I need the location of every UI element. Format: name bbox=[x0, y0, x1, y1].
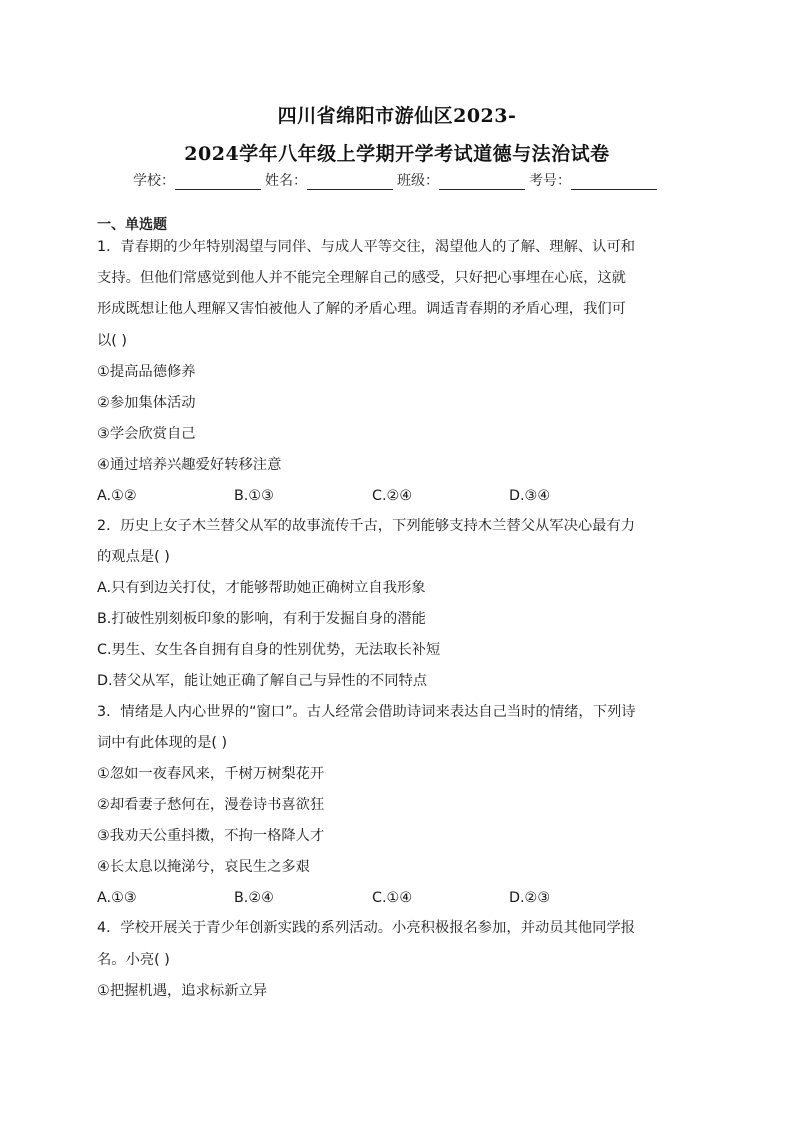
page-title-line-1: 四川省绵阳市游仙区2023- bbox=[277, 105, 517, 127]
name-blank bbox=[307, 175, 393, 190]
question-3-line: 词中有此体现的是( ) bbox=[97, 735, 228, 751]
option-b[interactable]: B.①③ bbox=[234, 488, 274, 504]
question-1-item: ③学会欣赏自己 bbox=[97, 426, 196, 442]
option-b[interactable]: B.②④ bbox=[234, 890, 274, 906]
exam-number-field bbox=[529, 170, 661, 190]
question-3-item: ④长太息以掩涕兮，哀民生之多艰 bbox=[97, 859, 310, 875]
option-a[interactable]: A.只有到边关打仗，才能够帮助她正确树立自我形象 bbox=[97, 580, 426, 596]
question-2-line: 的观点是( ) bbox=[97, 549, 170, 565]
page-title-line-2: 2024学年八年级上学期开学考试道德与法治试卷 bbox=[184, 143, 610, 165]
question-2-line: 2．历史上女子木兰替父从军的故事流传千古，下列能够支持木兰替父从军决心最有力 bbox=[97, 518, 636, 534]
question-3-item: ①忽如一夜春风来，千树万树梨花开 bbox=[97, 766, 325, 782]
question-1-line: 以( ) bbox=[97, 333, 127, 349]
class-field bbox=[397, 170, 529, 190]
question-3-item: ②却看妻子愁何在，漫卷诗书喜欲狂 bbox=[97, 797, 325, 813]
name-field bbox=[265, 170, 397, 190]
question-1-line: 支持。但他们常感觉到他人并不能完全理解自己的感受，只好把心事埋在心底，这就 bbox=[97, 270, 626, 286]
school-blank bbox=[175, 175, 261, 190]
school-label: 学校： bbox=[133, 173, 175, 189]
student-info-row bbox=[0, 170, 794, 190]
school-field bbox=[133, 170, 265, 190]
option-c[interactable]: C.①④ bbox=[372, 890, 413, 906]
question-1-item: ②参加集体活动 bbox=[97, 395, 196, 411]
question-4-item: ①把握机遇，追求标新立异 bbox=[97, 983, 268, 999]
option-d[interactable]: D.②③ bbox=[509, 890, 551, 906]
question-3-item: ③我劝天公重抖擞，不拘一格降人才 bbox=[97, 828, 325, 844]
option-d[interactable]: D.替父从军，能让她正确了解自己与异性的不同特点 bbox=[97, 673, 428, 689]
exam-number-blank bbox=[571, 175, 657, 190]
question-4-line: 4．学校开展关于青少年创新实践的系列活动。小亮积极报名参加，并动员其他同学报 bbox=[97, 920, 636, 936]
option-d[interactable]: D.③④ bbox=[509, 488, 551, 504]
question-3-line: 3．情绪是人内心世界的“窗口”。古人经常会借助诗词来表达自己当时的情绪，下列诗 bbox=[97, 704, 636, 720]
question-4-line: 名。小亮( ) bbox=[97, 952, 170, 968]
option-c[interactable]: C.②④ bbox=[372, 488, 413, 504]
name-label: 姓名： bbox=[265, 173, 307, 189]
question-1-line: 形成既想让他人理解又害怕被他人了解的矛盾心理。调适青春期的矛盾心理，我们可 bbox=[97, 301, 626, 317]
question-1-line: 1．青春期的少年特别渴望与同伴、与成人平等交往，渴望他人的了解、理解、认可和 bbox=[97, 239, 636, 255]
option-a[interactable]: A.①② bbox=[97, 488, 137, 504]
option-a[interactable]: A.①③ bbox=[97, 890, 137, 906]
section-heading: 一、单选题 bbox=[97, 217, 167, 233]
class-blank bbox=[439, 175, 525, 190]
exam-number-label: 考号： bbox=[529, 173, 571, 189]
option-c[interactable]: C.男生、女生各自拥有自身的性别优势，无法取长补短 bbox=[97, 642, 441, 658]
option-b[interactable]: B.打破性别刻板印象的影响，有利于发掘自身的潜能 bbox=[97, 611, 426, 627]
class-label: 班级： bbox=[397, 173, 439, 189]
question-1-item: ①提高品德修养 bbox=[97, 364, 196, 380]
question-1-item: ④通过培养兴趣爱好转移注意 bbox=[97, 457, 282, 473]
